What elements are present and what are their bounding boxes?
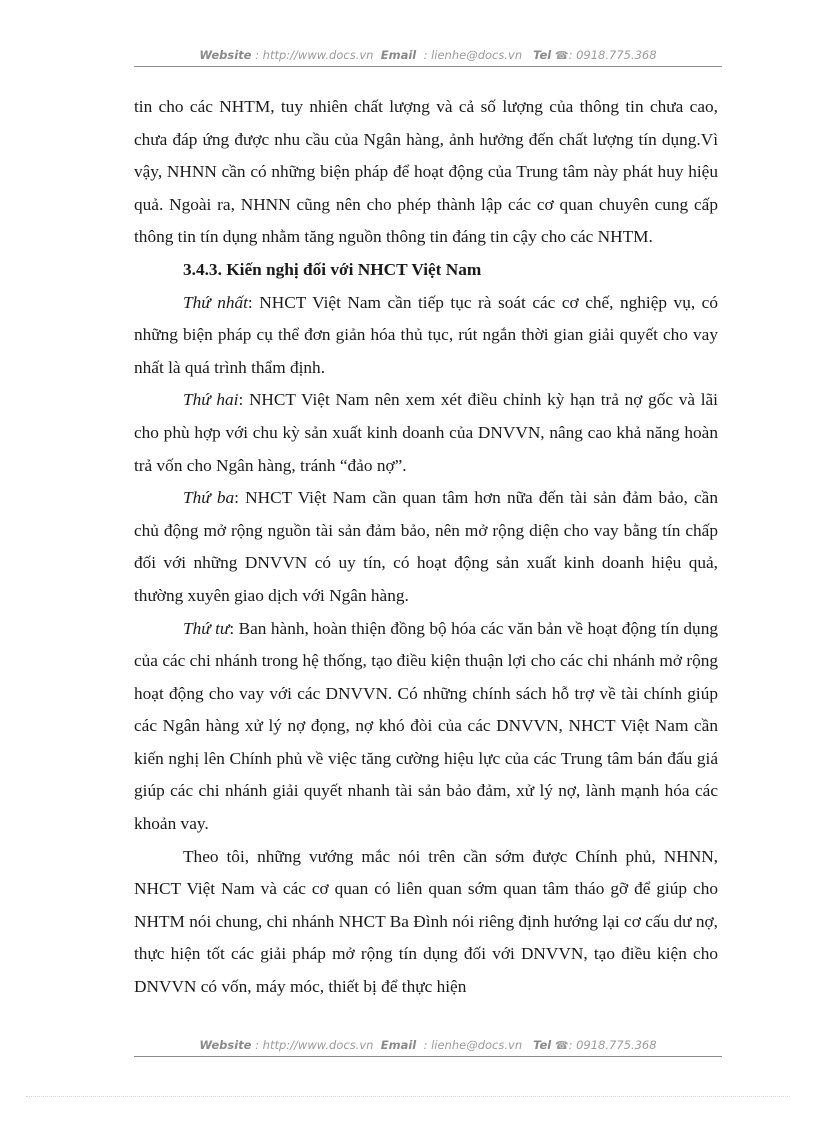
header-tel-label: Tel <box>533 48 552 62</box>
header-email-label: Email <box>380 48 417 62</box>
lead-third: Thứ ba <box>183 488 235 508</box>
paragraph-intro: tin cho các NHTM, tuy nhiên chất lượng và cả số lượng của thông tin chưa cao, chưa đáp ứng được nhu cầu của Ngân hàng, ảnh hưởng đến chất lượng tín dụng.Vì vậy, NHNN cần có những biện pháp để hoạt động của Trung tâm này phát huy hiệu quả. Ngoài ra, NHNN cũng nên cho phép thành lập các cơ quan chuyên cung cấp thông tin tín dụng nhằm tăng nguồn thông tin đáng tin cậy cho các NHTM. <box>134 97 718 247</box>
header-tel-value: : 0918.775.368 <box>568 48 657 62</box>
paragraph-first-recommendation: Thứ nhất: NHCT Việt Nam cần tiếp tục rà soát các cơ chế, nghiệp vụ, có những biện pháp cụ thể đơn giản hóa thủ tục, rút ngắn thời gian giải quyết cho vay nhất là quá trình thẩm định. <box>134 292 718 377</box>
section-heading: 3.4.3. Kiến nghị đối với NHCT Việt Nam <box>183 259 482 279</box>
header-rule <box>134 66 722 67</box>
phone-icon: ☎ <box>554 49 569 62</box>
footer-website-link[interactable]: : http://www.docs.vn <box>255 1038 374 1052</box>
paragraph-fourth-recommendation: Thứ tư: Ban hành, hoàn thiện đồng bộ hóa các văn bản về hoạt động tín dụng của các chi nhánh trong hệ thống, tạo điều kiện thuận lợi cho các chi nhánh mở rộng hoạt động cho vay với các DNVVN. Có những chính sách hỗ trợ về tài chính giúp các Ngân hàng xử lý nợ đọng, nợ khó đòi của các DNVVN, NHCT Việt Nam cần kiến nghị lên Chính phủ về việc tăng cường hiệu lực của các Trung tâm bán đấu giá giúp các chi nhánh giải quyết nhanh tài sản bảo đảm, xử lý nợ, lành mạnh hóa các khoản vay. <box>134 618 718 834</box>
page-boundary-divider <box>26 1096 790 1097</box>
main-content <box>134 91 718 1004</box>
footer-rule <box>134 1056 722 1057</box>
phone-icon: ☎ <box>554 1039 569 1052</box>
footer-tel-label: Tel <box>533 1038 552 1052</box>
header-website-label: Website <box>199 48 252 62</box>
paragraph-second-recommendation: Thứ hai: NHCT Việt Nam nên xem xét điều chỉnh kỳ hạn trả nợ gốc và lãi cho phù hợp với chu kỳ sản xuất kinh doanh của DNVVN, nâng cao khả năng hoàn trả vốn cho Ngân hàng, tránh “đảo nợ”. <box>134 390 718 475</box>
footer-tel-value: : 0918.775.368 <box>568 1038 657 1052</box>
lead-second: Thứ hai <box>183 390 239 410</box>
header-website-link[interactable]: : http://www.docs.vn <box>255 48 374 62</box>
footer-website-label: Website <box>199 1038 252 1052</box>
header-email-link[interactable]: : lienhe@docs.vn <box>423 48 523 62</box>
paragraph-third-recommendation: Thứ ba: NHCT Việt Nam cần quan tâm hơn nữa đến tài sản đảm bảo, cần chủ động mở rộng nguồn tài sản đảm bảo, nên mở rộng diện cho vay bằng tín chấp đối với những DNVVN có uy tín, có hoạt động sản xuất kinh doanh hiệu quả, thường xuyên giao dịch với Ngân hàng. <box>134 488 718 605</box>
lead-fourth: Thứ tư <box>183 618 230 638</box>
footer-email-link[interactable]: : lienhe@docs.vn <box>423 1038 523 1052</box>
paragraph-conclusion: Theo tôi, những vướng mắc nói trên cần sớm được Chính phủ, NHNN, NHCT Việt Nam và các cơ quan có liên quan sớm quan tâm tháo gỡ để giúp cho NHTM nói chung, chi nhánh NHCT Ba Đình nói riêng định hướng lại cơ cấu dư nợ, thực hiện tốt các giải pháp mở rộng tín dụng đối với DNVVN, tạo điều kiện cho DNVVN có vốn, máy móc, thiết bị để thực hiện <box>134 846 718 997</box>
footer-email-label: Email <box>380 1038 417 1052</box>
page-footer <box>134 1038 722 1052</box>
lead-first: Thứ nhất <box>183 292 248 312</box>
page-header <box>134 48 722 62</box>
